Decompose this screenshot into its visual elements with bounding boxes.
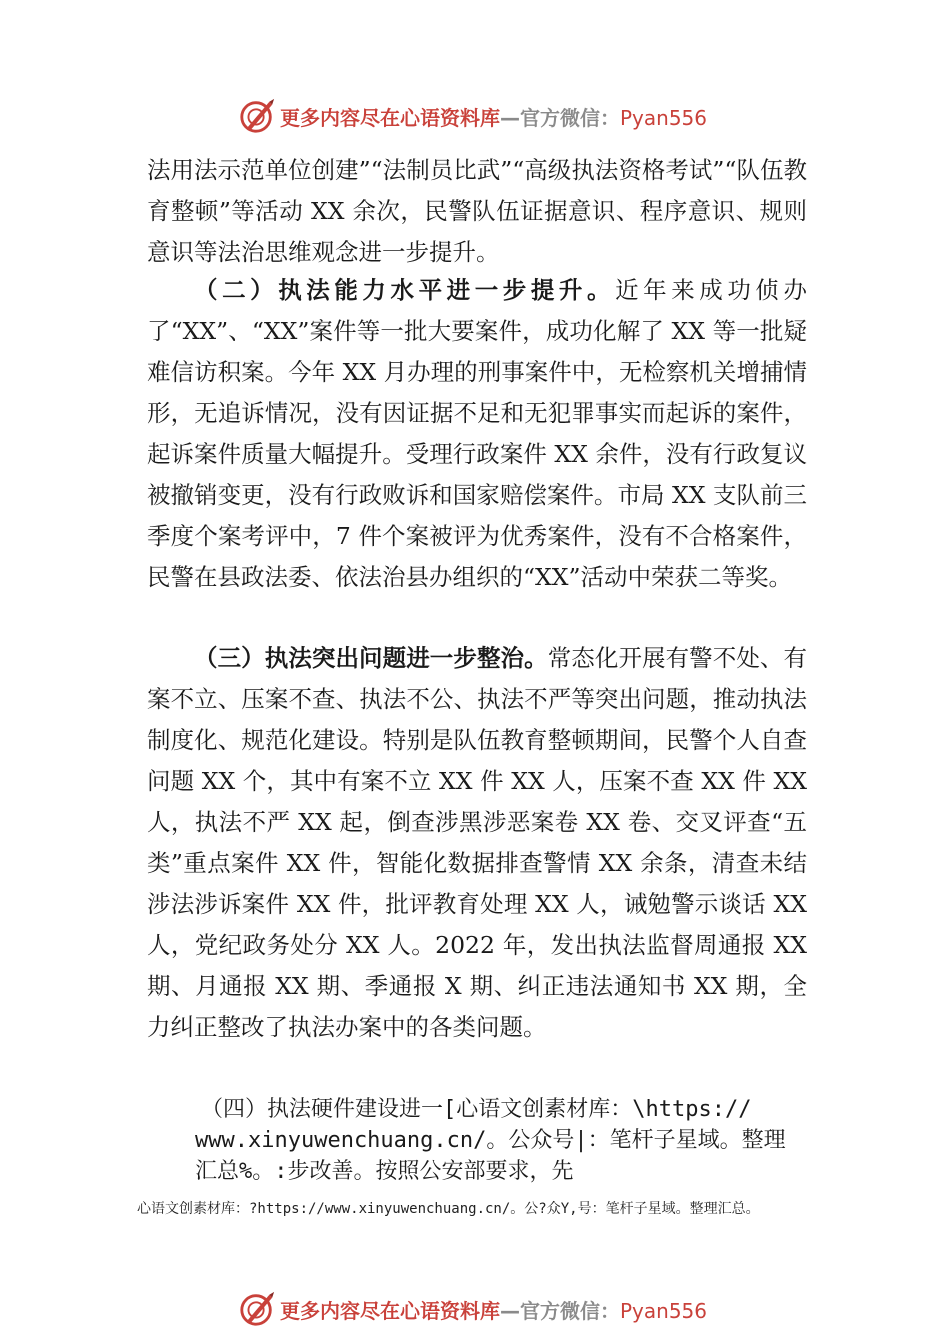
- paragraph-2: [147, 270, 807, 598]
- banner-wechat-id: Pyan556: [620, 1298, 708, 1323]
- paragraph-3: [147, 638, 807, 1048]
- paragraph-4-line-1: （四）执法硬件建设进一[心语文创素材库：\https://: [201, 1097, 752, 1122]
- banner-wechat-id: Pyan556: [620, 105, 708, 130]
- banner-site-name: 更多内容尽在心语资料库: [280, 1298, 500, 1323]
- header-banner: [238, 96, 738, 136]
- paragraph-1: 法用法示范单位创建”“法制员比武”“高级执法资格考试”“队伍教育整顿”等活动 XX 余次，民警队伍证据意识、程序意识、规则意识等法治思维观念进一步提升。: [147, 156, 807, 266]
- paragraph-3-heading: （三）执法突出问题进一步整治。: [194, 644, 548, 672]
- paragraph-4: [147, 1094, 819, 1187]
- banner-text: [280, 102, 707, 131]
- paragraph-3-body: 常态化开展有警不处、有案不立、压案不查、执法不公、执法不严等突出问题，推动执法制度化、规范化建设。特别是队伍教育整顿期间，民警个人自查问题 XX 个，其中有案不立 XX 件 XX 人，压案不查 XX 件 XX 人，执法不严 XX 起，倒查涉黑涉恶案卷 XX 卷、交叉评查“五类”重点案件 XX 件，智能化数据排查警情 XX 余条，清查未结涉法涉诉案件 XX 件，批评教育处理 XX 人，诫勉警示谈话 XX 人，党纪政务处分 XX 人。2022 年，发出执法监督周通报 XX 期、月通报 XX 期、季通报 X 期、纠正违法通知书 XX 期，全力纠正整改了执法办案中的各类问题。: [147, 644, 808, 1041]
- banner-wechat-label: —官方微信：: [500, 1298, 620, 1323]
- banner-site-name: 更多内容尽在心语资料库: [280, 105, 500, 130]
- banner-wechat-label: —官方微信：: [500, 105, 620, 130]
- paragraph-4-line-2: www.xinyuwenchuang.cn/。公众号|：笔杆子星域。整理: [195, 1128, 786, 1153]
- footnote: 心语文创素材库：?https://www.xinyuwenchuang.cn/。公?众Y,号：笔杆子星域。整理汇总。: [137, 1201, 760, 1217]
- banner-text: [280, 1295, 707, 1324]
- footer-banner: [238, 1289, 738, 1329]
- quill-logo-icon: [238, 97, 276, 135]
- quill-logo-icon: [238, 1290, 276, 1328]
- paragraph-4-line-3: 汇总%。:步改善。按照公安部要求，先: [195, 1159, 574, 1184]
- paragraph-2-body: 近年来成功侦办了“XX”、“XX”案件等一批大要案件，成功化解了 XX 等一批疑难信访积案。今年 XX 月办理的刑事案件中，无检察机关增捕情形，无追诉情况，没有因证据不足和无犯罪事实而起诉的案件，起诉案件质量大幅提升。受理行政案件 XX 余件，没有行政复议被撤销变更，没有行政败诉和国家赔偿案件。市局 XX 支队前三季度个案考评中，7 件个案被评为优秀案件，没有不合格案件，民警在县政法委、依法治县办组织的“XX”活动中荣获二等奖。: [147, 276, 808, 591]
- paragraph-2-heading: （二）执法能力水平进一步提升。: [194, 276, 616, 304]
